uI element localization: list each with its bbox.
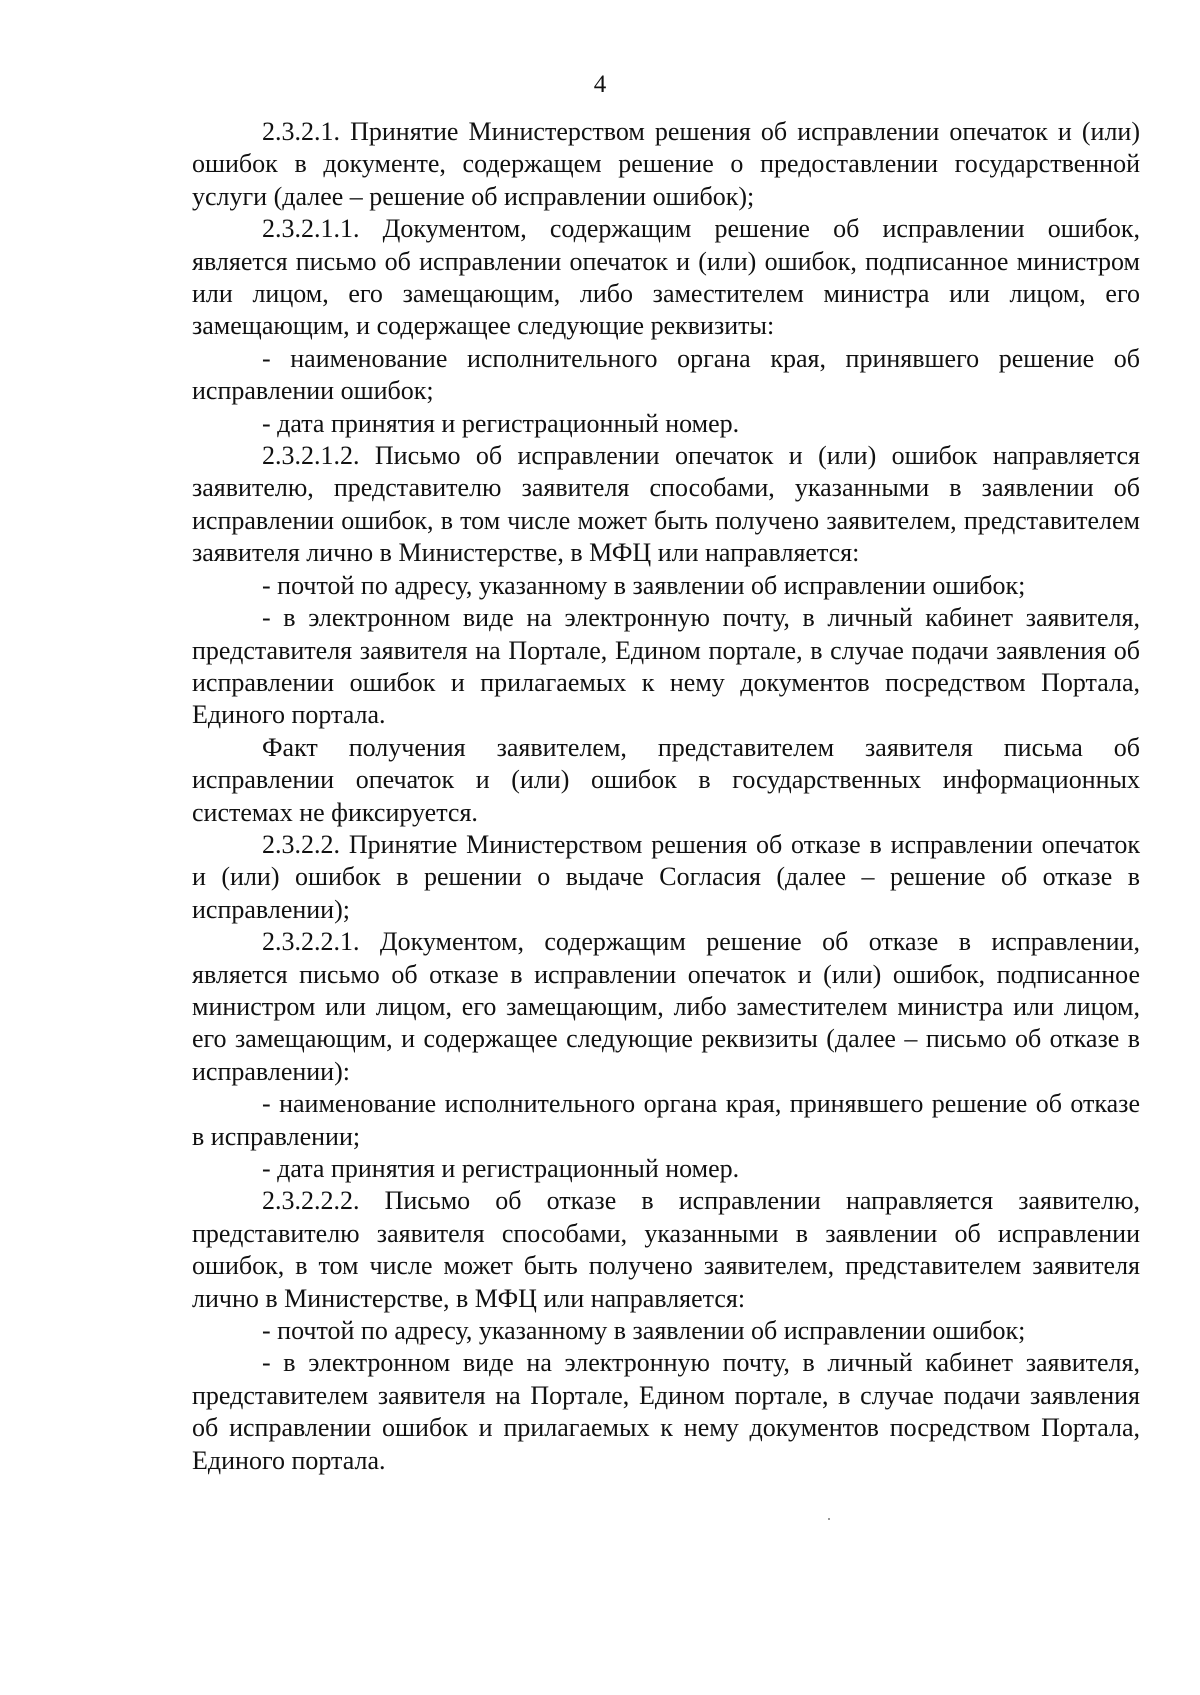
paragraph: 2.3.2.1.1. Документом, содержащим решение об исправлении ошибок, является письмо об исправлении опечаток и (или) ошибок, подписанное министром или лицом, его замещающим, либо заместителем министра или лицом, его замещающим, и содержащее следующие реквизиты:	[192, 214, 1140, 341]
list-item: - в электронном виде на электронную почту, в личный кабинет заявителя, представителя заявителя на Портале, Едином портале, в случае подачи заявления об исправлении ошибок и прилагаемых к нему документов посредством Портала, Единого портала.	[192, 603, 1140, 730]
paragraph: 2.3.2.2.1. Документом, содержащим решение об отказе в исправлении, является письмо об отказе в исправлении опечаток и (или) ошибок, подписанное министром или лицом, его замещающим, либо заместителем министра или лицом, его замещающим, и содержащее следующие реквизиты (далее – письмо об отказе в исправлении):	[192, 927, 1140, 1086]
paragraph: 2.3.2.1. Принятие Министерством решения об исправлении опечаток и (или) ошибок в документе, содержащем решение о предоставлении государственной услуги (далее – решение об исправлении ошибок);	[192, 117, 1140, 211]
paragraph: Факт получения заявителем, представителем заявителя письма об исправлении опечаток и (или) ошибок в государственных информационных системах не фиксируется.	[192, 732, 1140, 827]
document-body	[192, 116, 1140, 1477]
paragraph: 2.3.2.2.2. Письмо об отказе в исправлении направляется заявителю, представителю заявителя способами, указанными в заявлении об исправлении ошибок, в том числе может быть получено заявителем, представителем заявителя лично в Министерстве, в МФЦ или направляется:	[192, 1186, 1140, 1313]
list-item: - дата принятия и регистрационный номер.	[262, 408, 740, 438]
page-number: 4	[593, 71, 607, 98]
list-item: - почтой по адресу, указанному в заявлении об исправлении ошибок;	[262, 570, 1026, 600]
list-item: - дата принятия и регистрационный номер.	[262, 1154, 740, 1183]
list-item: - наименование исполнительного органа края, принявшего решение об отказе в исправлении;	[192, 1089, 1140, 1151]
list-item: - почтой по адресу, указанному в заявлении об исправлении ошибок;	[262, 1316, 1026, 1346]
scan-speck	[828, 1518, 830, 1520]
list-item: - наименование исполнительного органа края, принявшего решение об исправлении ошибок;	[192, 343, 1140, 406]
list-item: - в электронном виде на электронную почту, в личный кабинет заявителя, представителем заявителя на Портале, Едином портале, в случае подачи заявления об исправлении ошибок и прилагаемых к нему документов посредством Портала, Единого портала.	[192, 1348, 1140, 1475]
paragraph: 2.3.2.2. Принятие Министерством решения об отказе в исправлении опечаток и (или) ошибок в решении о выдаче Согласия (далее – решение об отказе в исправлении);	[192, 829, 1140, 924]
paragraph: 2.3.2.1.2. Письмо об исправлении опечаток и (или) ошибок направляется заявителю, представителю заявителя способами, указанными в заявлении об исправлении ошибок, в том числе может быть получено заявителем, представителем заявителя лично в Министерстве, в МФЦ или направляется:	[192, 441, 1140, 568]
